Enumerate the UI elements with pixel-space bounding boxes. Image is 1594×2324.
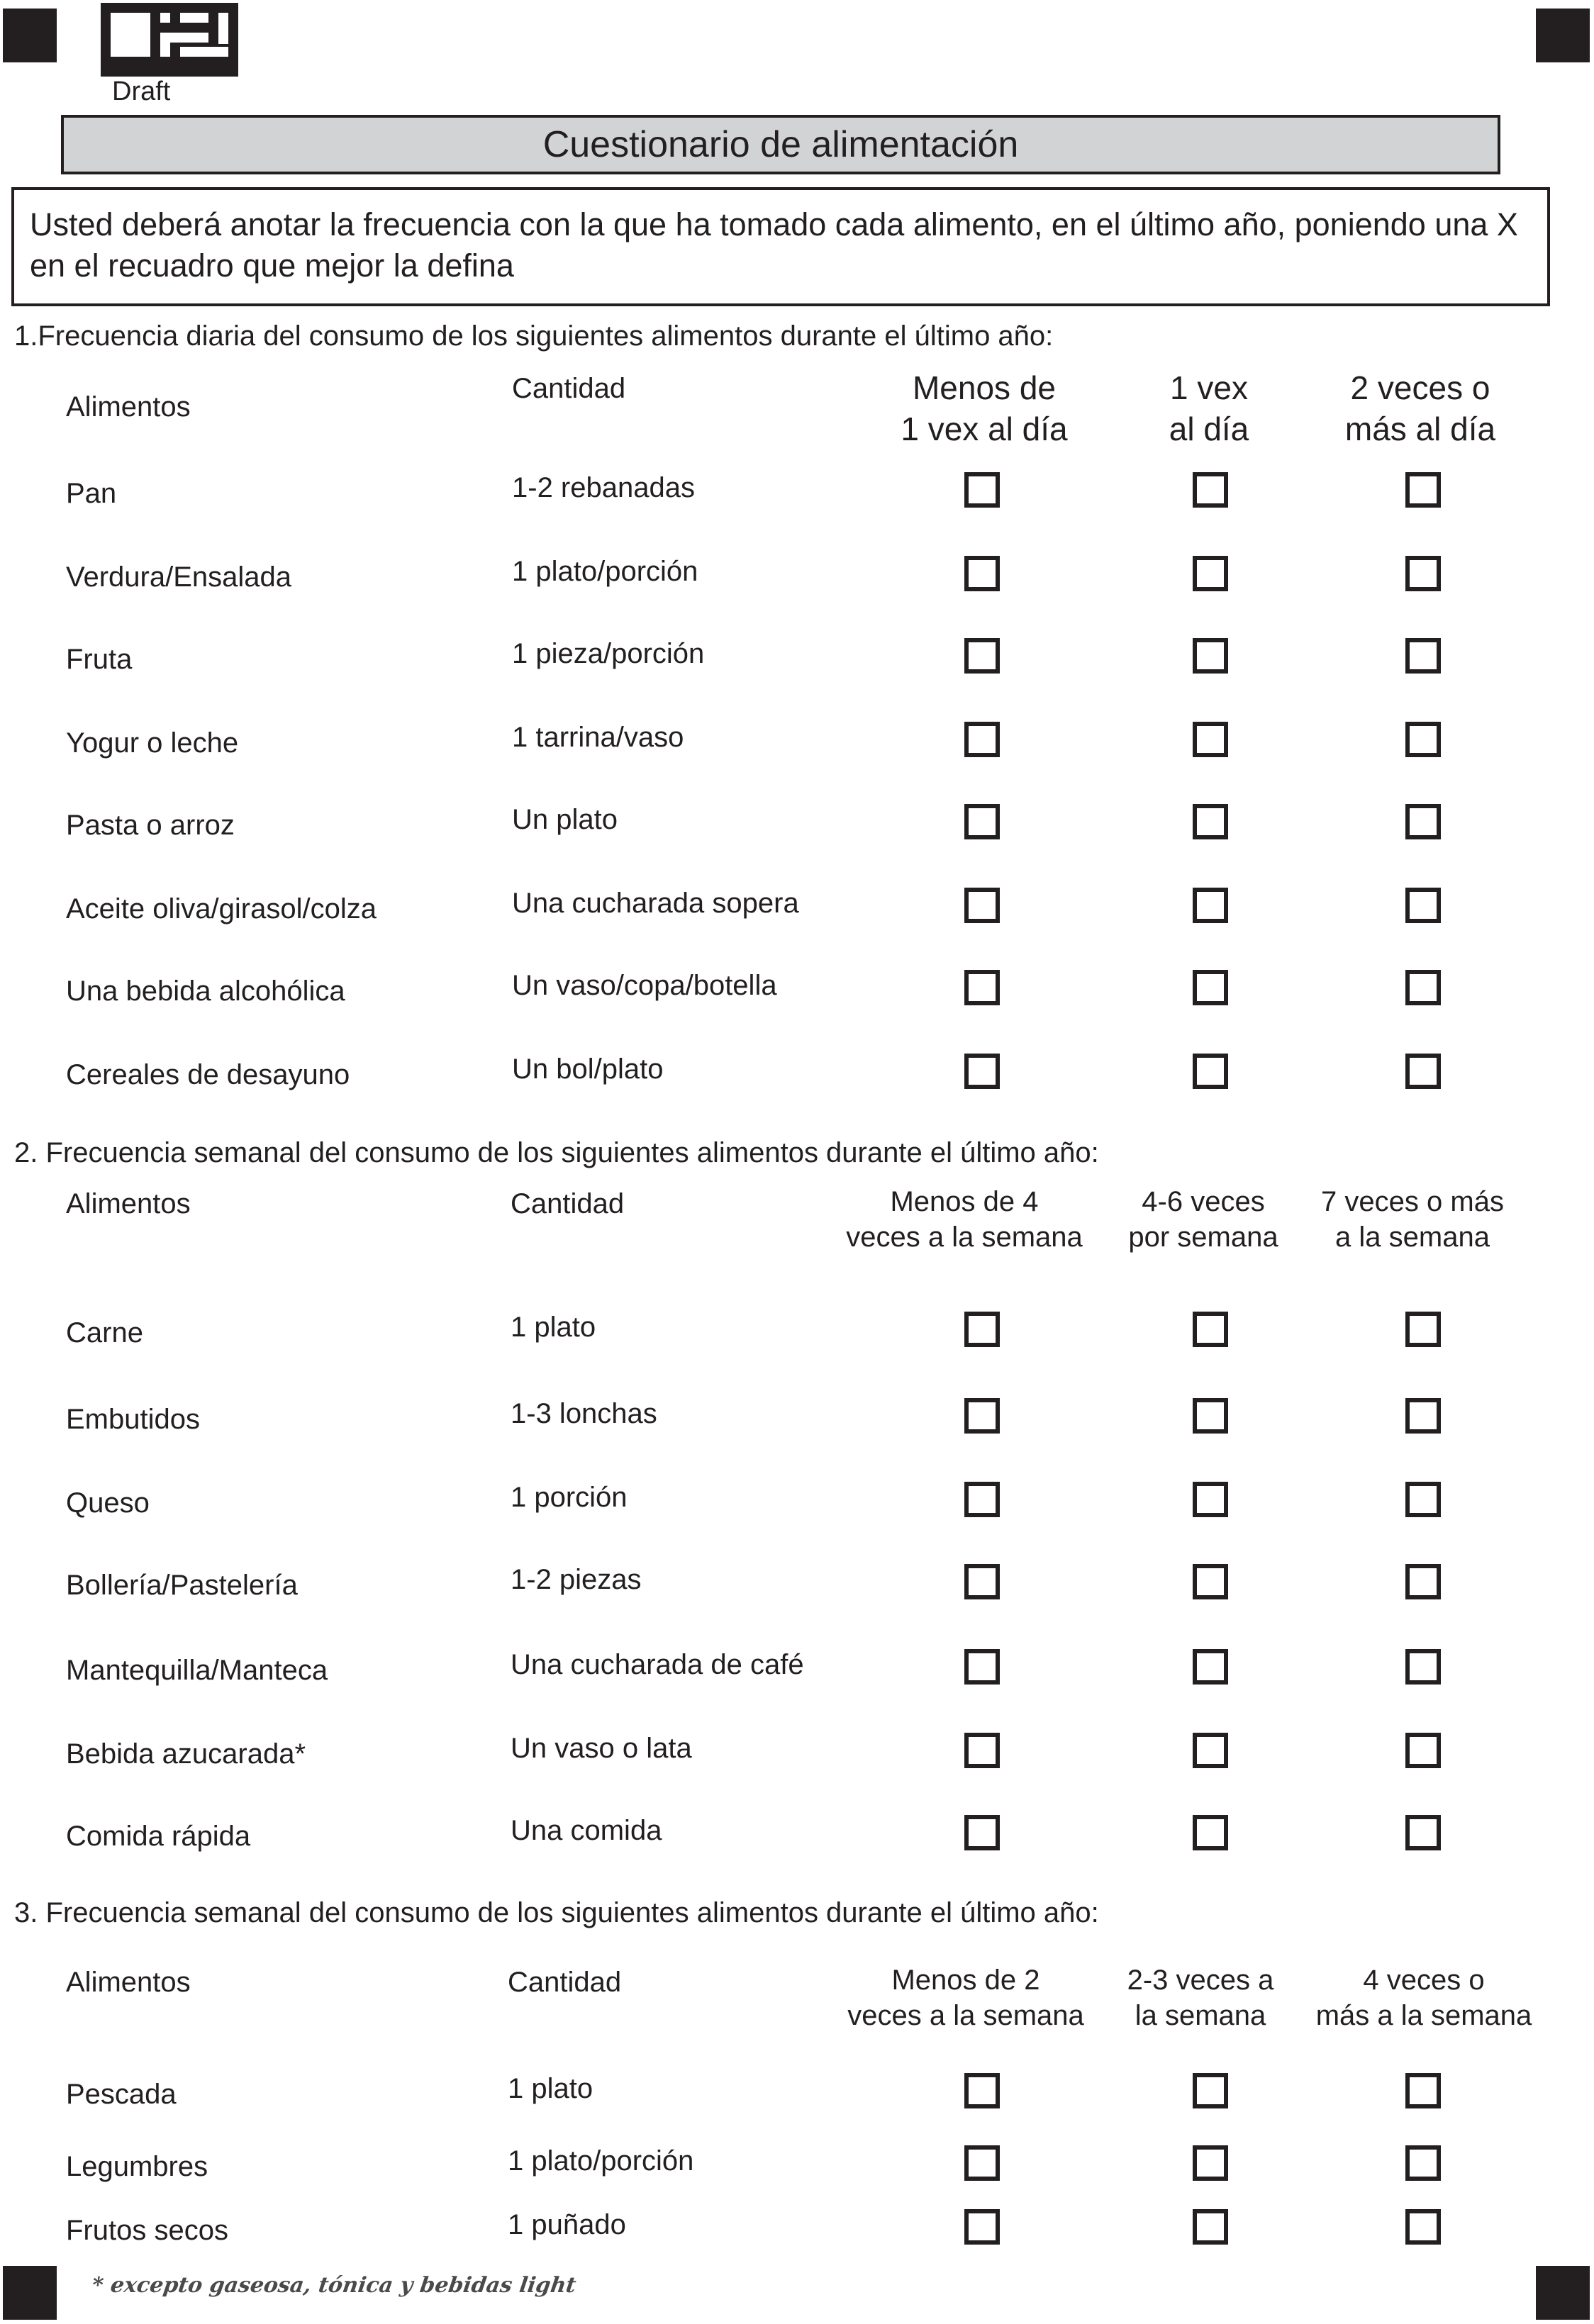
frequency-checkbox-3[interactable] [1405, 556, 1441, 591]
food-quantity: 1 plato/porción [508, 2145, 694, 2177]
food-name: Pescada [66, 2079, 177, 2110]
frequency-checkbox-3[interactable] [1405, 2209, 1441, 2245]
frequency-checkbox-1[interactable] [964, 638, 1000, 674]
column-header-option-3: 7 veces o más a la semana [1321, 1186, 1504, 1253]
frequency-checkbox-2[interactable] [1193, 888, 1228, 923]
frequency-checkbox-3[interactable] [1405, 1398, 1441, 1434]
food-quantity: Un bol/plato [512, 1054, 664, 1085]
instructions-box: Usted deberá anotar la frecuencia con la que ha tomado cada alimento, en el último año, poniendo una X en el recuadro que mejor la defina [11, 187, 1550, 306]
frequency-checkbox-1[interactable] [964, 1815, 1000, 1850]
registration-mark-top-right [1536, 9, 1590, 62]
frequency-checkbox-1[interactable] [964, 1649, 1000, 1685]
frequency-checkbox-2[interactable] [1193, 804, 1228, 839]
food-name: Embutidos [66, 1404, 200, 1435]
frequency-checkbox-2[interactable] [1193, 1649, 1228, 1685]
table-row [0, 2145, 1594, 2191]
frequency-checkbox-1[interactable] [964, 1733, 1000, 1768]
food-name: Una bebida alcohólica [66, 976, 345, 1007]
food-name: Aceite oliva/girasol/colza [66, 893, 377, 924]
frequency-checkbox-2[interactable] [1193, 2145, 1228, 2181]
food-quantity: Una comida [511, 1815, 662, 1846]
frequency-checkbox-2[interactable] [1193, 2073, 1228, 2108]
food-name: Mantequilla/Manteca [66, 1655, 328, 1686]
frequency-checkbox-3[interactable] [1405, 804, 1441, 839]
section-3-title: 3. Frecuencia semanal del consumo de los siguientes alimentos durante el último año: [14, 1897, 1099, 1928]
frequency-checkbox-3[interactable] [1405, 1815, 1441, 1850]
food-quantity: Una cucharada de café [511, 1649, 804, 1680]
frequency-checkbox-2[interactable] [1193, 638, 1228, 674]
frequency-checkbox-1[interactable] [964, 2209, 1000, 2245]
column-header-option-3: 2 veces o más al día [1344, 369, 1496, 447]
frequency-checkbox-1[interactable] [964, 472, 1000, 508]
food-name: Bebida azucarada* [66, 1738, 306, 1770]
column-header-option-1: Menos de 4 veces a la semana [846, 1186, 1083, 1253]
column-header-option-1: Menos de 1 vex al día [901, 369, 1068, 447]
frequency-checkbox-1[interactable] [964, 556, 1000, 591]
food-quantity: 1 puñado [508, 2209, 626, 2240]
frequency-checkbox-2[interactable] [1193, 1564, 1228, 1599]
registration-mark-top-left [3, 9, 57, 62]
food-quantity: 1-2 piezas [511, 1564, 642, 1595]
frequency-checkbox-3[interactable] [1405, 1482, 1441, 1517]
food-quantity: Un plato [512, 804, 618, 835]
food-name: Queso [66, 1487, 150, 1519]
column-header-option-2: 2-3 veces a la semana [1127, 1965, 1274, 2031]
frequency-checkbox-1[interactable] [964, 2145, 1000, 2181]
frequency-checkbox-1[interactable] [964, 1482, 1000, 1517]
table-row [0, 1815, 1594, 1860]
table-row [0, 638, 1594, 683]
frequency-checkbox-2[interactable] [1193, 970, 1228, 1005]
registration-mark-bottom-left [3, 2266, 57, 2320]
table-row [0, 804, 1594, 849]
frequency-checkbox-3[interactable] [1405, 2073, 1441, 2108]
frequency-checkbox-2[interactable] [1193, 1398, 1228, 1434]
table-row [0, 1056, 1594, 1099]
frequency-checkbox-1[interactable] [964, 970, 1000, 1005]
frequency-checkbox-2[interactable] [1193, 1482, 1228, 1517]
food-quantity: 1-3 lonchas [511, 1398, 657, 1429]
frequency-checkbox-2[interactable] [1193, 556, 1228, 591]
frequency-checkbox-1[interactable] [964, 1564, 1000, 1599]
frequency-checkbox-1[interactable] [964, 1054, 1000, 1089]
food-name: Comida rápida [66, 1821, 251, 1852]
table-row [0, 1314, 1594, 1357]
frequency-checkbox-2[interactable] [1193, 472, 1228, 508]
frequency-checkbox-1[interactable] [964, 722, 1000, 757]
frequency-checkbox-1[interactable] [964, 888, 1000, 923]
food-quantity: Un vaso/copa/botella [512, 970, 777, 1001]
food-quantity: Un vaso o lata [511, 1733, 692, 1764]
table-row [0, 1482, 1594, 1527]
table-row [0, 1564, 1594, 1609]
frequency-checkbox-3[interactable] [1405, 1054, 1441, 1089]
column-header-option-2: 1 vex al día [1169, 369, 1249, 447]
food-name: Frutos secos [66, 2215, 228, 2246]
frequency-checkbox-1[interactable] [964, 804, 1000, 839]
food-name: Carne [66, 1317, 143, 1348]
table-row [0, 970, 1594, 1015]
food-quantity: 1-2 rebanadas [512, 472, 695, 503]
frequency-checkbox-3[interactable] [1405, 472, 1441, 508]
table-row [0, 890, 1594, 933]
food-name: Yogur o leche [66, 727, 239, 759]
frequency-checkbox-1[interactable] [964, 1398, 1000, 1434]
food-quantity: 1 plato [511, 1312, 596, 1343]
frequency-checkbox-2[interactable] [1193, 1312, 1228, 1347]
column-header-option-1: Menos de 2 veces a la semana [847, 1965, 1084, 2031]
food-name: Pasta o arroz [66, 810, 235, 841]
frequency-checkbox-2[interactable] [1193, 1054, 1228, 1089]
frequency-checkbox-2[interactable] [1193, 1733, 1228, 1768]
section-1-title: 1.Frecuencia diaria del consumo de los siguientes alimentos durante el último año: [14, 320, 1054, 352]
food-name: Pan [66, 478, 117, 509]
page-title: Cuestionario de alimentación [61, 115, 1500, 174]
form-id-code-icon [101, 3, 238, 77]
frequency-checkbox-3[interactable] [1405, 888, 1441, 923]
frequency-checkbox-3[interactable] [1405, 722, 1441, 757]
column-header-option-2: 4-6 veces por semana [1128, 1186, 1278, 1253]
frequency-checkbox-2[interactable] [1193, 2209, 1228, 2245]
frequency-checkbox-3[interactable] [1405, 2145, 1441, 2181]
food-quantity: Una cucharada sopera [512, 888, 799, 919]
food-name: Bollería/Pastelería [66, 1570, 298, 1601]
table-row [0, 472, 1594, 518]
food-name: Legumbres [66, 2151, 208, 2182]
frequency-checkbox-2[interactable] [1193, 1815, 1228, 1850]
column-header-food: Alimentos [66, 1967, 191, 1998]
frequency-checkbox-3[interactable] [1405, 1564, 1441, 1599]
column-header-food: Alimentos [66, 391, 191, 423]
frequency-checkbox-3[interactable] [1405, 1312, 1441, 1347]
frequency-checkbox-3[interactable] [1405, 1649, 1441, 1685]
column-header-quantity: Cantidad [512, 373, 626, 404]
food-quantity: 1 plato/porción [512, 556, 698, 587]
draft-label: Draft [112, 77, 171, 106]
food-quantity: 1 tarrina/vaso [512, 722, 684, 753]
registration-mark-bottom-right [1536, 2266, 1590, 2320]
footnote: * excepto gaseosa, tónica y bebidas light [90, 2273, 578, 2298]
column-header-quantity: Cantidad [511, 1188, 625, 1219]
table-row [0, 556, 1594, 601]
frequency-checkbox-3[interactable] [1405, 638, 1441, 674]
food-quantity: 1 plato [508, 2073, 593, 2104]
food-quantity: 1 pieza/porción [512, 638, 705, 669]
table-row [0, 1733, 1594, 1778]
food-name: Cereales de desayuno [66, 1059, 350, 1090]
table-row [0, 2073, 1594, 2118]
frequency-checkbox-1[interactable] [964, 2073, 1000, 2108]
frequency-checkbox-3[interactable] [1405, 970, 1441, 1005]
table-row [0, 1398, 1594, 1443]
section-2-title: 2. Frecuencia semanal del consumo de los siguientes alimentos durante el último año: [14, 1137, 1099, 1168]
frequency-checkbox-2[interactable] [1193, 722, 1228, 757]
frequency-checkbox-3[interactable] [1405, 1733, 1441, 1768]
frequency-checkbox-1[interactable] [964, 1312, 1000, 1347]
table-row [0, 1649, 1594, 1694]
column-header-food: Alimentos [66, 1188, 191, 1219]
food-name: Fruta [66, 644, 133, 675]
column-header-option-3: 4 veces o más a la semana [1315, 1965, 1532, 2031]
table-row [0, 2209, 1594, 2255]
food-quantity: 1 porción [511, 1482, 628, 1513]
column-header-quantity: Cantidad [508, 1967, 622, 1998]
table-row [0, 722, 1594, 767]
food-name: Verdura/Ensalada [66, 562, 292, 593]
